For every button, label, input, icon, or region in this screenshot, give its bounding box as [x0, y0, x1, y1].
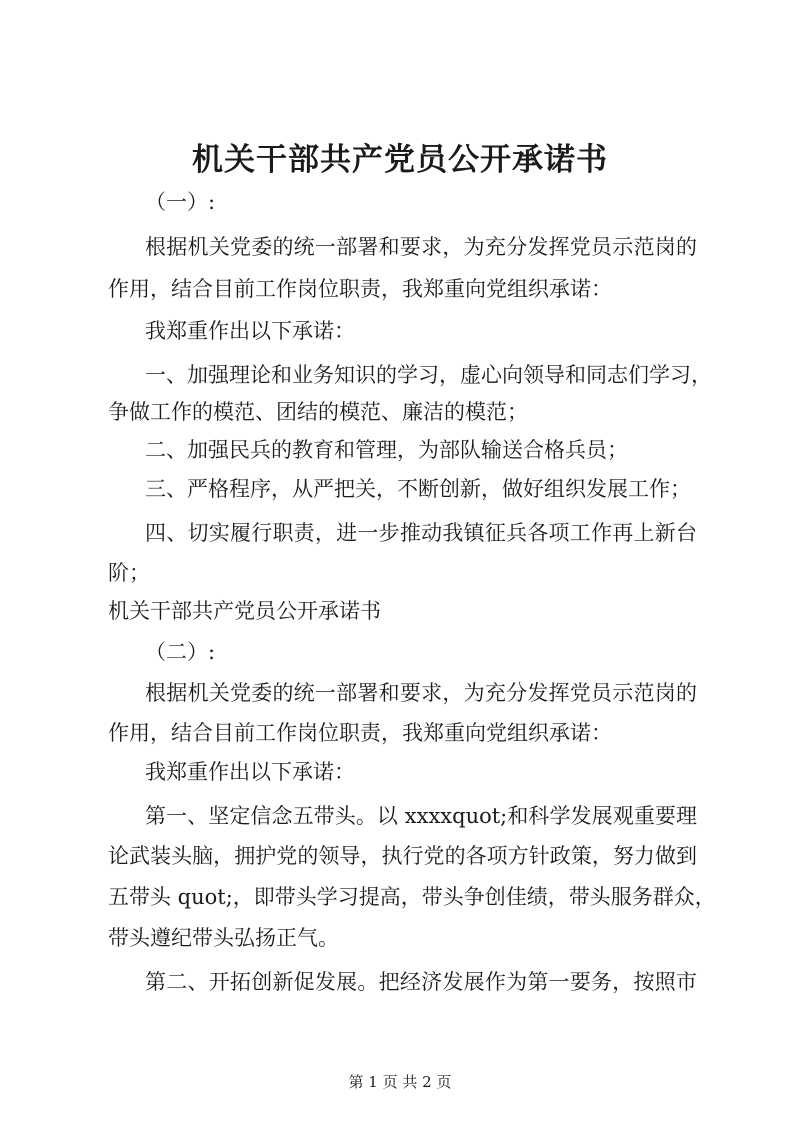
text-line: 机关干部共产党员公开承诺书	[108, 599, 381, 623]
text-line: 五带头 quot;，即带头学习提高，带头争创佳绩，带头服务群众，	[108, 885, 716, 909]
text-line: 带头遵纪带头弘扬正气。	[108, 926, 339, 950]
text-line: （一）:	[145, 190, 216, 214]
text-line: 作用，结合目前工作岗位职责，我郑重向党组织承诺：	[108, 277, 612, 301]
document-title: 机关干部共产党员公开承诺书	[192, 142, 608, 178]
text-line: 四、切实履行职责，进一步推动我镇征兵各项工作再上新台	[145, 521, 697, 545]
text-line: 一、加强理论和业务知识的学习，虚心向领导和同志们学习，	[145, 363, 712, 387]
text-line: 三、严格程序，从严把关，不断创新，做好组织发展工作；	[145, 477, 691, 501]
text-line: 论武装头脑，拥护党的领导，执行党的各项方针政策，努力做到	[108, 844, 697, 868]
text-line: 作用，结合目前工作岗位职责，我郑重向党组织承诺：	[108, 721, 612, 745]
page-footer: 第 1 页 共 2 页	[348, 1073, 452, 1091]
text-line: 我郑重作出以下承诺：	[145, 760, 355, 784]
text-line: 二、加强民兵的教育和管理，为部队输送合格兵员；	[145, 438, 628, 462]
text-line: 第二、开拓创新促发展。把经济发展作为第一要务，按照市	[145, 970, 697, 994]
text-line: 根据机关党委的统一部署和要求，为充分发挥党员示范岗的	[145, 681, 697, 705]
text-line: （二）:	[145, 640, 216, 664]
text-line: 阶；	[108, 561, 150, 585]
text-line: 争做工作的模范、团结的模范、廉洁的模范；	[108, 400, 528, 424]
text-line: 第一、坚定信念五带头。以 xxxxquot;和科学发展观重要理	[145, 804, 697, 828]
text-line: 我郑重作出以下承诺：	[145, 319, 355, 343]
text-line: 根据机关党委的统一部署和要求，为充分发挥党员示范岗的	[145, 235, 697, 259]
